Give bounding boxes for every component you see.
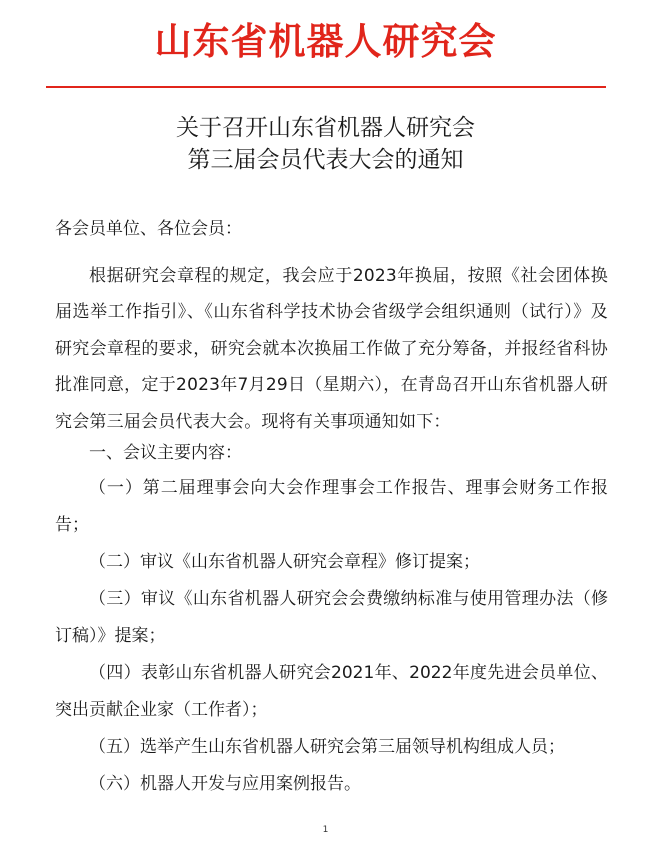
- salutation: 各会员单位、各位会员：: [55, 219, 242, 239]
- title-line-1: 关于召开山东省机器人研究会: [176, 115, 475, 141]
- header-divider: [46, 86, 606, 88]
- section-heading: 一、会议主要内容：: [89, 443, 242, 463]
- agenda-item-1: （一）第二届理事会向大会作理事会工作报告、理事会财务工作报告；: [55, 478, 608, 535]
- agenda-item-3: （三）审议《山东省机器人研究会会费缴纳标准与使用管理办法（修订稿）》提案；: [55, 589, 608, 646]
- agenda-item-5: （五）选举产生山东省机器人研究会第三届领导机构组成人员；: [89, 737, 565, 757]
- intro-paragraph: 根据研究会章程的规定，我会应于2023年换届，按照《社会团体换届选举工作指引》、《山东省科学技术协会省级学会组织通则（试行）》及研究会章程的要求，研究会就本次换届工作做了充分筹备，并报经省科协批准同意，定于2023年7月29日（星期六），在青岛召开山东省机器人研究会第三届会员代表大会。现将有关事项通知如下：: [55, 266, 608, 432]
- agenda-item-4: （四）表彰山东省机器人研究会2021年、2022年度先进会员单位、突出贡献企业家（工作者）；: [55, 663, 608, 720]
- agenda-item-2: （二）审议《山东省机器人研究会章程》修订提案；: [89, 552, 480, 572]
- title-line-2: 第三届会员代表大会的通知: [187, 147, 464, 173]
- document-title: [0, 112, 651, 176]
- page-number: 1: [322, 825, 329, 835]
- organization-header: 山东省机器人研究会: [154, 19, 497, 63]
- agenda-item-6: （六）机器人开发与应用案例报告。: [89, 774, 361, 794]
